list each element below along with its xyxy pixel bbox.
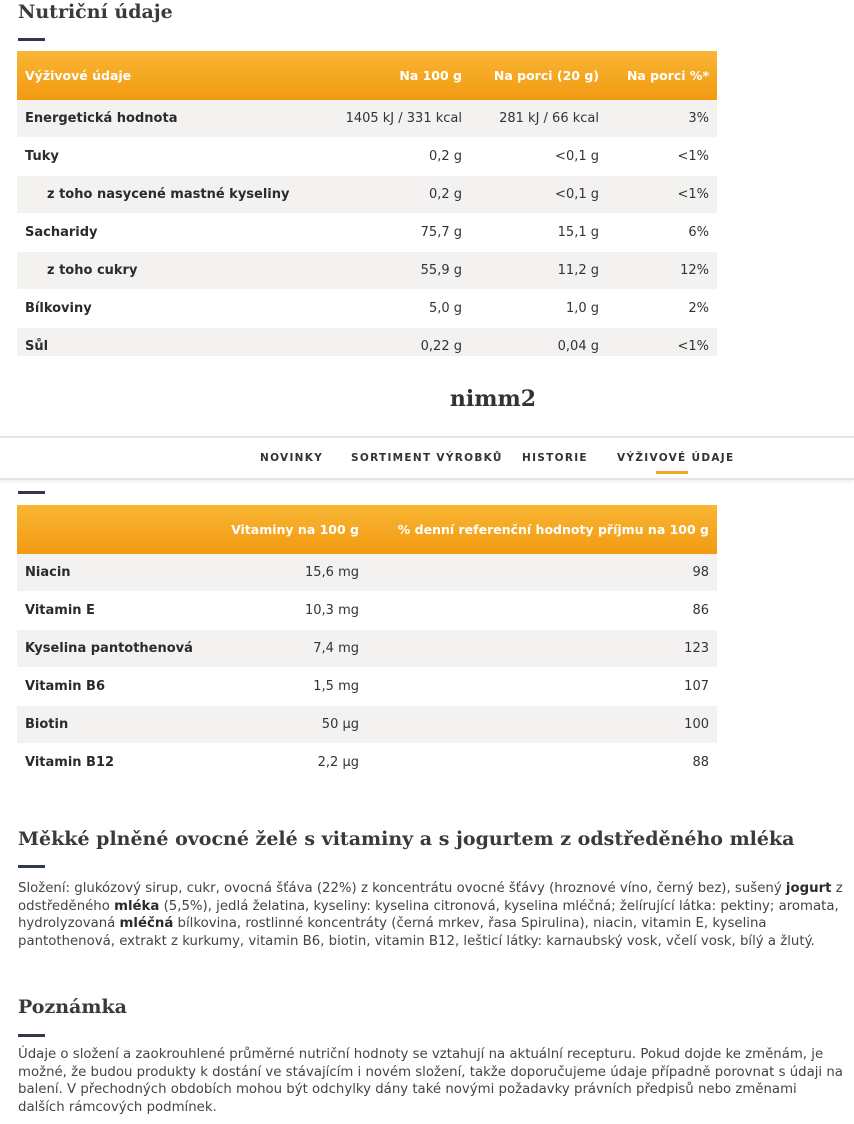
vitamin-reference-pct: 98: [367, 554, 717, 592]
ingredients-part: Složení: glukózový sirup, cukr, ovocná šťáva (22%) z koncentrátu ovocné šťávy (hroznové víno, černý bez), sušený: [18, 881, 786, 896]
vitamin-reference-pct: 100: [367, 706, 717, 744]
table-row: [17, 744, 717, 782]
nutrient-per-100g: 55,9 g: [332, 252, 470, 290]
vitamin-name: Biotin: [17, 706, 217, 744]
nav-item-sortiment[interactable]: SORTIMENT VÝROBKŮ: [351, 452, 503, 464]
table-row: [17, 252, 717, 290]
table-row: [17, 328, 717, 357]
nutrient-name: z toho nasycené mastné kyseliny: [17, 176, 332, 214]
product-title-underline: [18, 865, 45, 868]
col-header-portion-pct: Na porci %*: [626, 68, 709, 83]
nutrition-table-viewport[interactable]: [17, 51, 719, 356]
nav-item-historie[interactable]: HISTORIE: [522, 452, 588, 464]
col-header-per-portion: Na porci (20 g): [493, 68, 599, 83]
nutrient-name: Sůl: [17, 328, 332, 357]
nutrition-title: Nutriční údaje: [18, 1, 173, 23]
section-nav: [0, 436, 854, 480]
col-header-reference-pct: % denní referenční hodnoty příjmu na 100 g: [397, 522, 709, 537]
nutrient-portion-pct: 3%: [607, 100, 717, 138]
vitamin-reference-pct: 88: [367, 744, 717, 782]
note-title-underline: [18, 1034, 45, 1037]
nutrient-per-portion: 11,2 g: [470, 252, 607, 290]
nutrient-name: Bílkoviny: [17, 290, 332, 328]
vitamin-name: Niacin: [17, 554, 217, 592]
nutrient-name: z toho cukry: [17, 252, 332, 290]
nutrition-table-header: [17, 51, 717, 100]
nutrient-per-portion: 15,1 g: [470, 214, 607, 252]
nav-item-vyzivove-udaje[interactable]: VÝŽIVOVÉ ÚDAJE: [617, 452, 735, 464]
vitamin-amount: 15,6 mg: [217, 554, 367, 592]
vitamins-table-header: [17, 505, 717, 554]
vitamin-reference-pct: 107: [367, 668, 717, 706]
nutrient-name: Energetická hodnota: [17, 100, 332, 138]
nutrient-per-100g: 75,7 g: [332, 214, 470, 252]
nutrient-per-portion: 281 kJ / 66 kcal: [470, 100, 607, 138]
nutrient-per-100g: 0,2 g: [332, 176, 470, 214]
product-title: Měkké plněné ovocné želé s vitaminy a s jogurtem z odstředěného mléka: [18, 828, 795, 850]
nutrient-per-100g: 0,22 g: [332, 328, 470, 357]
nutrient-portion-pct: 6%: [607, 214, 717, 252]
table-row: [17, 290, 717, 328]
vitamin-name: Kyselina pantothenová: [17, 630, 217, 668]
title-underline: [18, 38, 45, 41]
ingredients-text: [18, 880, 844, 950]
table-row: [17, 214, 717, 252]
vitamin-name: Vitamin B12: [17, 744, 217, 782]
table-row: [17, 706, 717, 744]
ingredients-part: bílkovina, rostlinné koncentráty (černá mrkev, řasa Spirulina), niacin, vitamin E, kyselina pantothenová, extrakt z kurkumy, vitamin B6, biotin, vitamin B12, lešticí látky: karnaubský vosk, včelí vosk, bílý a žlutý.: [18, 916, 815, 949]
nutrient-per-100g: 5,0 g: [332, 290, 470, 328]
ingredients-part: (5,5%), jedlá želatina, kyseliny: kyselina citronová, kyselina mléčná; želírující látka: pektiny; aromata, hydrolyzovaná: [18, 898, 839, 931]
nutrition-table: [17, 51, 717, 356]
vitamin-amount: 10,3 mg: [217, 592, 367, 630]
vitamin-amount: 7,4 mg: [217, 630, 367, 668]
nutrient-portion-pct: 2%: [607, 290, 717, 328]
col-header-vitamin: [17, 505, 217, 554]
nutrient-per-100g: 1405 kJ / 331 kcal: [332, 100, 470, 138]
vitamins-table: [17, 505, 717, 782]
nutrient-per-portion: 0,04 g: [470, 328, 607, 357]
col-header-amount: Vitaminy na 100 g: [231, 522, 359, 537]
col-header-nutrients: Výživové údaje: [25, 68, 132, 83]
vitamin-name: Vitamin B6: [17, 668, 217, 706]
nutrient-portion-pct: <1%: [607, 328, 717, 357]
section-underline: [18, 491, 45, 494]
nutrient-per-portion: <0,1 g: [470, 138, 607, 176]
vitamin-name: Vitamin E: [17, 592, 217, 630]
nutrient-per-portion: <0,1 g: [470, 176, 607, 214]
nutrient-name: Sacharidy: [17, 214, 332, 252]
vitamin-reference-pct: 86: [367, 592, 717, 630]
vitamin-amount: 50 µg: [217, 706, 367, 744]
note-text: Údaje o složení a zaokrouhlené průměrné nutriční hodnoty se vztahují na aktuální recepturu. Pokud dojde ke změnám, je možné, že budou produkty k dostání ve stávajícím i novém složení, takže doporučujeme údaje případně porovnat s údaji na balení. V přechodných obdobích mohou být odchylky dány také novými požadavky právních předpisů nebo změnami dalších rámcových podmínek.: [18, 1047, 843, 1115]
ingredients-part: z odstředěného: [18, 881, 843, 914]
table-row: [17, 554, 717, 592]
table-row: [17, 176, 717, 214]
nav-item-novinky[interactable]: NOVINKY: [260, 452, 324, 464]
table-row: [17, 100, 717, 138]
brand-logo[interactable]: nimm2: [449, 386, 537, 412]
nutrient-portion-pct: 12%: [607, 252, 717, 290]
allergen-mleka: mléka: [114, 898, 160, 914]
allergen-jogurt: jogurt: [785, 881, 832, 896]
vitamin-amount: 2,2 µg: [217, 744, 367, 782]
vitamin-reference-pct: 123: [367, 630, 717, 668]
nutrient-portion-pct: <1%: [607, 138, 717, 176]
vitamin-amount: 1,5 mg: [217, 668, 367, 706]
table-row: [17, 592, 717, 630]
nutrient-per-100g: 0,2 g: [332, 138, 470, 176]
col-header-per-100g: Na 100 g: [399, 68, 462, 83]
table-row: [17, 138, 717, 176]
nutrient-portion-pct: <1%: [607, 176, 717, 214]
allergen-mlecna: mléčná: [119, 916, 174, 931]
table-row: [17, 630, 717, 668]
table-row: [17, 668, 717, 706]
note-title: Poznámka: [18, 996, 127, 1018]
nutrient-per-portion: 1,0 g: [470, 290, 607, 328]
nutrient-name: Tuky: [17, 138, 332, 176]
